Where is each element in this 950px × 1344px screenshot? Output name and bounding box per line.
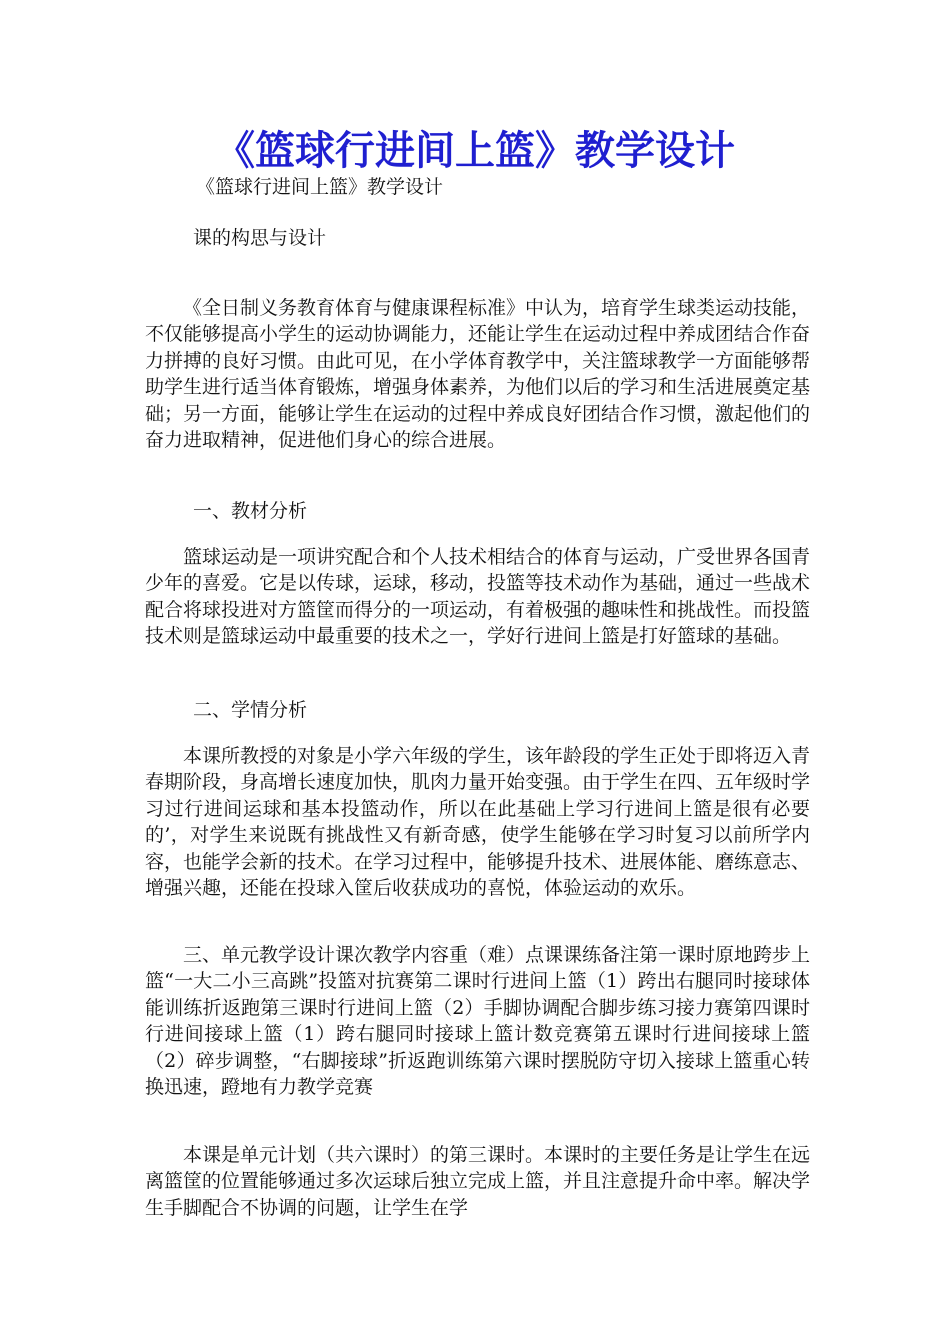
- paragraph-intro: 《全日制义务教育体育与健康课程标准》中认为，培育学生球类运动技能，不仅能够提高小学生的运动协调能力，还能让学生在运动过程中养成团结合作奋力拼搏的良好习惯。由此可见，在小学体育教学中，关注篮球教学一方面能够帮助学生进行适当体育锻炼，增强身体素养，为他们以后的学习和生活进展奠定基础；另一方面，能够让学生在运动的过程中养成良好团结合作习惯，激起他们的奋力进取精神，促进他们身心的综合进展。: [145, 297, 811, 452]
- paragraph-lesson-task: 本课是单元计划（共六课时）的第三课时。本课时的主要任务是让学生在远离篮筐的位置能够通过多次运球后独立完成上篮，并且注意提升命中率。解决学生手脚配合不协调的问题，让学生在学: [145, 1144, 811, 1219]
- section-heading-intro: 课的构思与设计: [193, 227, 327, 249]
- section-heading-textbook-analysis: 一、教材分析: [193, 500, 308, 522]
- paragraph-student-analysis: 本课所教授的对象是小学六年级的学生，该年龄段的学生正处于即将迈入青春期阶段，身高增长速度加快，肌肉力量开始变强。由于学生在四、五年级时学习过行进间运球和基本投篮动作，所以在此基础上学习行进间上篮是很有必要的’，对学生来说既有挑战性又有新奇感，使学生能够在学习时复习以前所学内容，也能学会新的技术。在学习过程中，能够提升技术、进展体能、磨练意志、增强兴趣，还能在投球入筐后收获成功的喜悦，体验运动的欢乐。: [145, 745, 811, 900]
- paragraph-textbook-analysis: 篮球运动是一项讲究配合和个人技术相结合的体育与运动，广受世界各国青少年的喜爱。它是以传球，运球，移动，投篮等技术动作为基础，通过一些战术配合将球投进对方篮筐而得分的一项运动，有着极强的趣味性和挑战性。而投篮技术则是篮球运动中最重要的技术之一，学好行进间上篮是打好篮球的基础。: [145, 546, 811, 648]
- document-subtitle: 《篮球行进间上篮》教学设计: [196, 176, 444, 198]
- paragraph-unit-design: 三、单元教学设计课次教学内容重（难）点课课练备注第一课时原地跨步上篮“一大二小三高跳”投篮对抗赛第二课时行进间上篮（1）跨出右腿同时接球体能训练折返跑第三课时行进间上篮（2）手脚协调配合脚步练习接力赛第四课时行进间接球上篮（1）跨右腿同时接球上篮计数竞赛第五课时行进间接球上篮（2）碎步调整，“右脚接球”折返跑训练第六课时摆脱防守切入接球上篮重心转换迅速，蹬地有力教学竞赛: [145, 944, 811, 1099]
- document-title: 《篮球行进间上篮》教学设计: [215, 127, 735, 174]
- section-heading-student-analysis: 二、学情分析: [193, 699, 308, 721]
